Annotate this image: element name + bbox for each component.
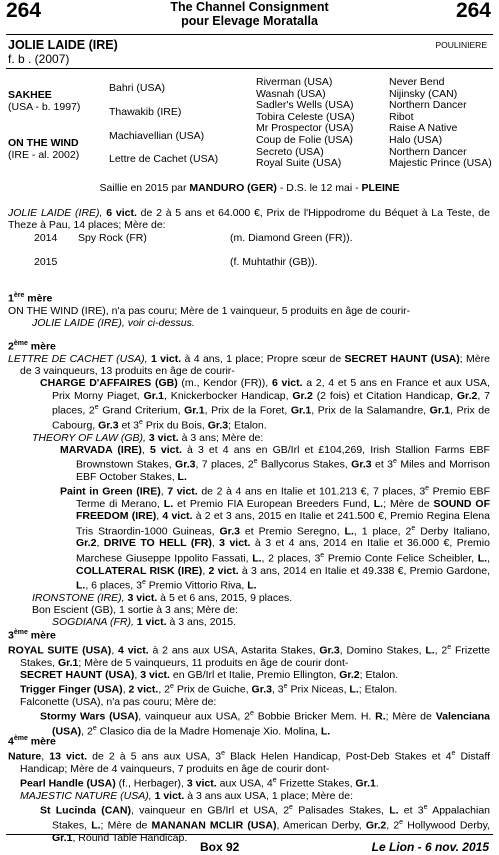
produce-row: 2015 (f. Muhtathir (GB)). bbox=[34, 255, 318, 268]
second-dam-section: 2ème mère LETTRE DE CACHET (USA), 1 vict. à 4 ans, 1 place; Propre sœur de SECRET HAUNT (USA); Mère de 3 vainqueurs, 13 produits en âge de courir- CHARGE D'AFFAIRES (GB) (m., Kendor (FR)), 6 vict. a 2, 4 et 5 ans en France et aux USA, Prix Morny Piaget, Gr.1, Knickerbocker Handicap, Gr.2 (2 fois) et Citation Handicap, Gr.2, 7 places, 2e Grand Criterium, Gr.1, Prix de la Foret, Gr.1, Prix de la Salamandre, Gr.1, Prix de Cabourg, Gr.3 et 3e Prix du Bois, Gr.3; Etalon. THEORY OF LAW (GB), 3 vict. à 3 ans; Mère de: MARVADA (IRE), 5 vict. à 3 et 4 ans en GB/Irl et £104,269, Irish Stallion Farms EBF Brownstown Stakes, Gr.3, 7 places, 2e Ballycorus Stakes, Gr.3 et 3e Miles and Morrison EBF October Stakes, L. Paint in Green (IRE), 7 vict. de 2 à 4 ans en Italie et 101.213 €, 7 places, 3e Premio EBF Terme di Merano, L. et Premio FIA European Breeders Fund, L.; Mère de SOUND OF FREEDOM (IRE), 4 vict. à 2 et 3 ans, 2015 en Italie et 241.500 €, Premio Regina Elena Tris Straordin-1000 Guineas, Gr.3 et Premio Seregno, L., 1 place, 2e Derby Italiano, Gr.2, DRIVE TO HELL (FR), 3 vict. à 3 et 4 ans, 2014 en Italie et 36.000 €, Premio Marchese Giuseppe Ippolito Fassati, L., 2 places, 3e Premio Conte Felice Scheibler, L., COLLATERAL RISK (IRE), 2 vict. à 3 ans, 2014 en Italie et 49.338 €, Premio Gardone, L., 6 places, 3e Premio Vittorio Riva, L. IRONSTONE (IRE), 3 vict. à 5 et 6 ans, 2015, 9 places. Bon Escient (GB), 1 sortie à 3 ans; Mère de: SOGDIANA (FR), 1 vict. à 3 ans, 2015. bbox=[8, 340, 491, 629]
consignor bbox=[120, 0, 379, 28]
lot-number-right: 264 bbox=[455, 0, 491, 22]
horse-status: POULINIERE bbox=[435, 40, 487, 50]
racing-record: JOLIE LAIDE (IRE), 6 vict. de 2 à 5 ans et 64.000 €, Prix de l'Hippodrome du Béquet à La Teste, de Theze à Pau, 14 places; Mère de: 2014 Spy Rock (FR) (m. Diamond Green (FR)). 2015 (f. Muhtathir (GB)). bbox=[8, 207, 490, 268]
section-heading: 2ème mère bbox=[8, 340, 56, 353]
granddam: Lettre de Cachet (USA) bbox=[109, 153, 219, 165]
third-dam-section: 3ème mère ROYAL SUITE (USA), 4 vict. à 2 ans aux USA, Astarita Stakes, Gr.3, Domino Stakes, L., 2e Frizette Stakes, Gr.1; Mère de 5 vainqueurs, 11 produits en âge de courir dont- SECRET HAUNT (USA), 3 vict. en GB/Irl et Italie, Premio Ellington, Gr.2; Etalon. Trigger Finger (USA), 2 vict., 2e Prix de Guiche, Gr.3, 3e Prix Niceas, L.; Etalon. Falconette (USA), n'a pas couru; Mère de: Stormy Wars (USA), vainqueur aux USA, 2e Bobbie Bricker Mem. H. R.; Mère de Valenciana (USA), 2e Clasico dia de la Madre Homenaje Xio. Molina, L. bbox=[8, 629, 490, 738]
grandsire-dam-side: Machiavellian (USA) bbox=[109, 130, 205, 142]
section-heading: 3ème mère bbox=[8, 629, 56, 642]
footer-rule bbox=[6, 834, 493, 835]
horse-sex-year: f. b . (2007) bbox=[8, 52, 70, 66]
sire: SAKHEE (USA - b. 1997) bbox=[8, 89, 81, 113]
footer-source: Le Lion - 6 nov. 2015 bbox=[371, 840, 489, 854]
g4-ancestors: Never Bend Nijinsky (CAN) Northern Dancer Ribot Raise A Native Halo (USA) Northern Dancer Majestic Prince (USA) bbox=[389, 76, 492, 170]
grandsire: Bahri (USA) bbox=[109, 82, 166, 94]
horse-name: JOLIE LAIDE (IRE) bbox=[8, 38, 118, 52]
header-rule bbox=[6, 34, 493, 35]
produce-row: 2014 Spy Rock (FR) (m. Diamond Green (FR)). bbox=[34, 231, 353, 244]
pedigree-rule bbox=[6, 68, 493, 69]
lot-number-left: 264 bbox=[6, 0, 42, 22]
fourth-dam-section: 4ème mère Nature, 13 vict. de 2 à 5 ans aux USA, 3e Black Helen Handicap, Post-Deb Stakes et 4e Distaff Handicap; Mère de 4 vainqueurs, 7 produits en âge de courir dont- Pearl Handle (USA) (f., Herbager), 3 vict. aux USA, 4e Frizette Stakes, Gr.1. MAJESTIC NATURE (USA), 1 vict. à 3 ans aux USA, 1 place; Mère de: St Lucinda (CAN), vainqueur en GB/Irl et USA, 2e Palisades Stakes, L. et 3e Appalachian Stakes, L.; Mère de MANANAN MCLIR (USA), American Derby, Gr.2, 2e Hollywood Derby, Gr.1, Round Table Handicap. bbox=[8, 735, 491, 844]
catalogue-header bbox=[0, 0, 499, 30]
g3-ancestors: Riverman (USA) Wasnah (USA) Sadler's Wells (USA) Tobira Celeste (USA) Mr Prospector (USA) Coup de Folie (USA) Secreto (USA) Royal Suite (USA) bbox=[256, 76, 355, 170]
consignor-line-1: The Channel Consignment bbox=[170, 0, 329, 14]
granddam-sire-side: Thawakib (IRE) bbox=[109, 106, 182, 118]
consignor-line-2: pour Elevage Moratalla bbox=[181, 14, 318, 28]
dam: ON THE WIND (IRE - al. 2002) bbox=[8, 137, 80, 161]
covering-info: Saillie en 2015 par MANDURO (GER) - D.S. le 12 mai - PLEINE bbox=[99, 182, 400, 194]
section-heading: 1ère mère bbox=[8, 292, 53, 305]
section-heading: 4ème mère bbox=[8, 735, 56, 748]
box-number: Box 92 bbox=[200, 840, 240, 854]
first-dam-section: 1ère mère ON THE WIND (IRE), n'a pas couru; Mère de 1 vainqueur, 5 produits en âge de courir- JOLIE LAIDE (IRE), voir ci-dessus. bbox=[8, 290, 490, 329]
